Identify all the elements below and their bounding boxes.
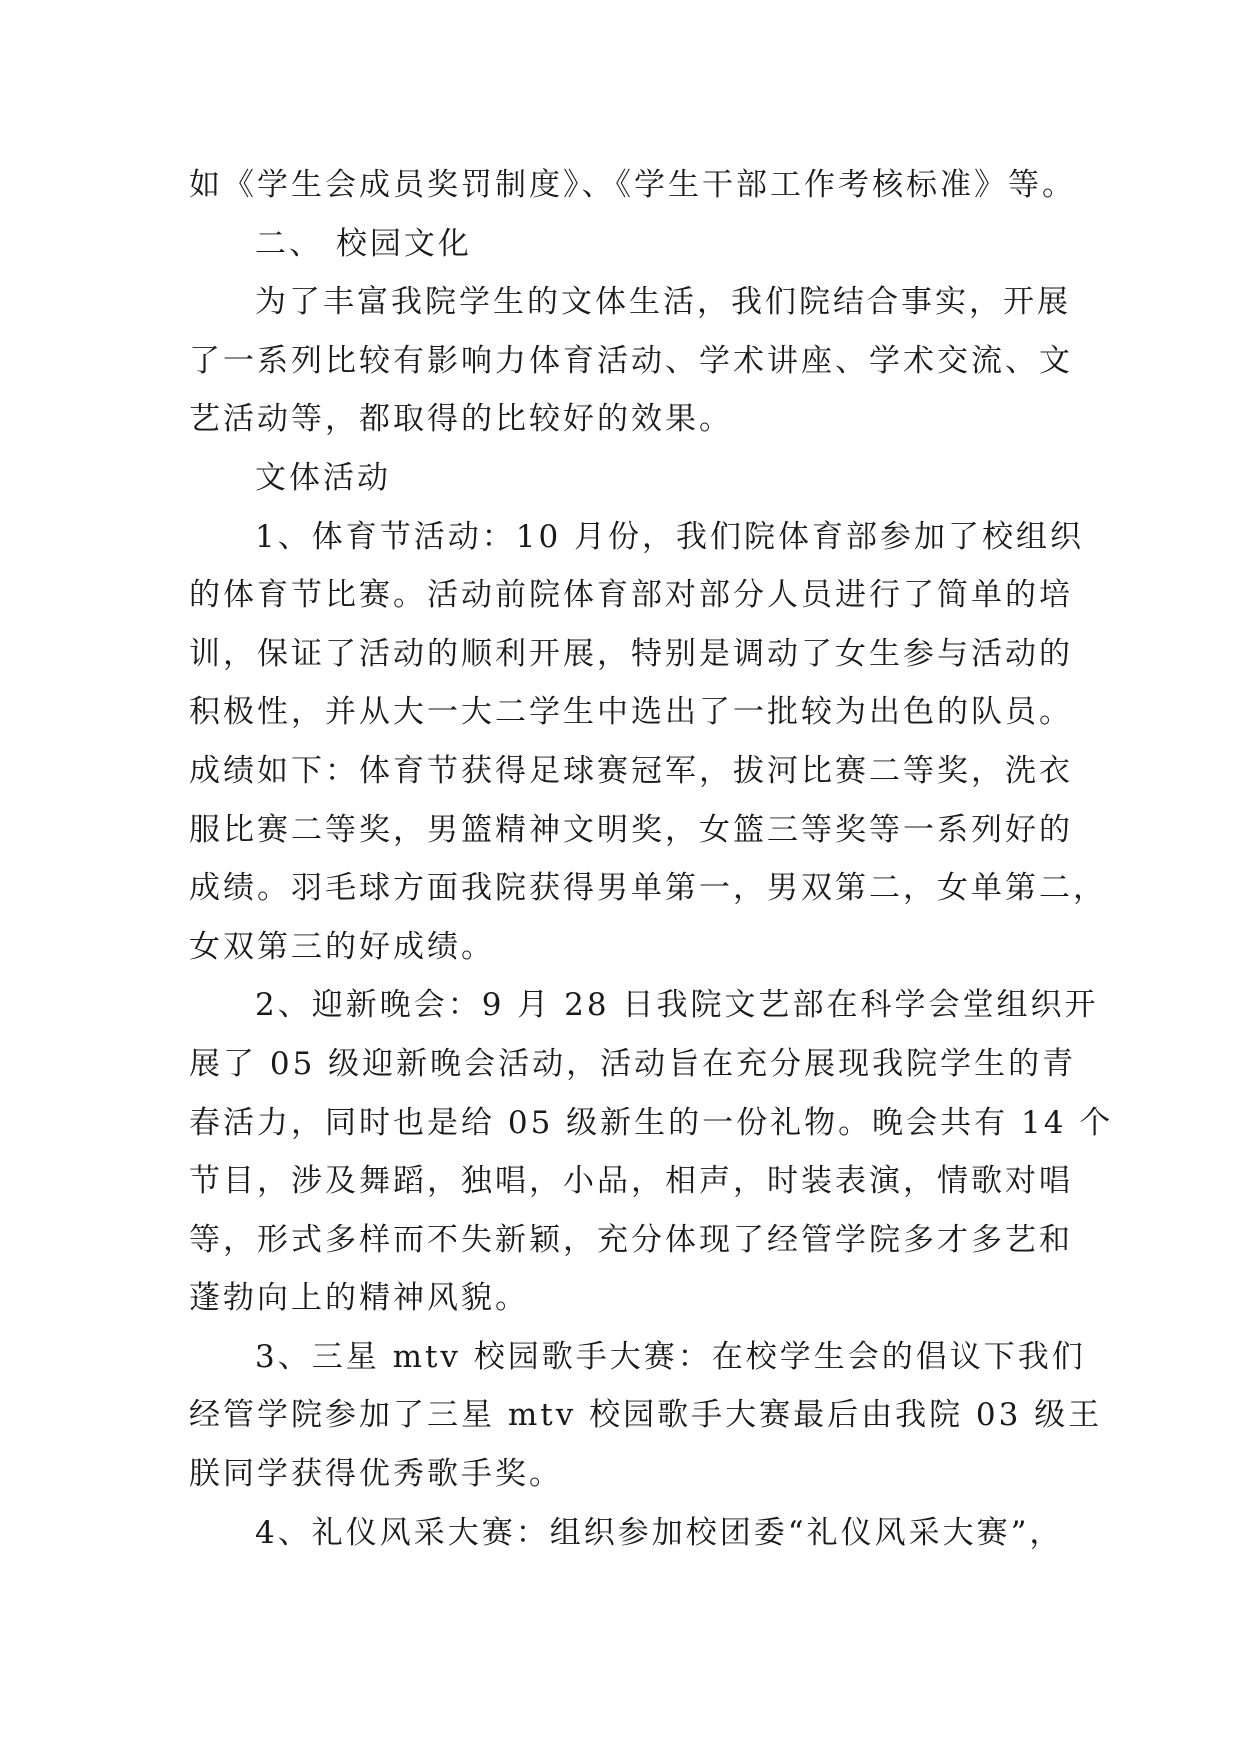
text-line: 的体育节比赛。活动前院体育部对部分人员进行了简单的培 (189, 577, 1073, 614)
text-line: 朕同学获得优秀歌手奖。 (189, 1456, 563, 1493)
text-line: 蓬勃向上的精神风貌。 (189, 1280, 529, 1317)
text-line: 了一系列比较有影响力体育活动、学术讲座、学术交流、文 (189, 342, 1073, 379)
text-line: 成绩如下：体育节获得足球赛冠军，拔河比赛二等奖，洗衣 (189, 752, 1073, 789)
document-body (189, 156, 1114, 1562)
text-line: 春活力，同时也是给 05 级新生的一份礼物。晚会共有 14 个 (189, 1104, 1114, 1141)
text-line: 服比赛二等奖，男篮精神文明奖，女篮三等奖等一系列好的 (189, 811, 1073, 848)
text-line: 2、迎新晚会：9 月 28 日我院文艺部在科学会堂组织开 (255, 987, 1099, 1024)
text-line: 4、礼仪风采大赛：组织参加校团委“礼仪风采大赛”， (255, 1514, 1064, 1551)
text-line: 3、三星 mtv 校园歌手大赛：在校学生会的倡议下我们 (255, 1338, 1086, 1375)
text-line: 艺活动等，都取得的比较好的效果。 (189, 401, 733, 438)
section-heading: 二、 校园文化 (255, 225, 472, 262)
text-line: 为了丰富我院学生的文体生活，我们院结合事实，开展 (255, 284, 1071, 321)
text-line: 经管学院参加了三星 mtv 校园歌手大赛最后由我院 03 级王 (189, 1397, 1103, 1434)
subsection-heading: 文体活动 (255, 459, 391, 496)
text-line: 1、体育节活动：10 月份，我们院体育部参加了校组织 (255, 518, 1085, 555)
text-line: 成绩。羽毛球方面我院获得男单第一，男双第二，女单第二， (189, 870, 1107, 907)
text-line: 如《学生会成员奖罚制度》、《学生干部工作考核标准》等。 (189, 167, 1076, 203)
text-line: 节目，涉及舞蹈，独唱，小品，相声，时装表演，情歌对唱 (189, 1163, 1073, 1200)
text-line: 展了 05 级迎新晚会活动，活动旨在充分展现我院学生的青 (189, 1045, 1077, 1082)
text-line: 等，形式多样而不失新颖，充分体现了经管学院多才多艺和 (189, 1221, 1073, 1258)
text-line: 女双第三的好成绩。 (189, 928, 495, 965)
text-line: 积极性，并从大一大二学生中选出了一批较为出色的队员。 (189, 694, 1073, 731)
text-line: 训，保证了活动的顺利开展，特别是调动了女生参与活动的 (189, 635, 1073, 672)
